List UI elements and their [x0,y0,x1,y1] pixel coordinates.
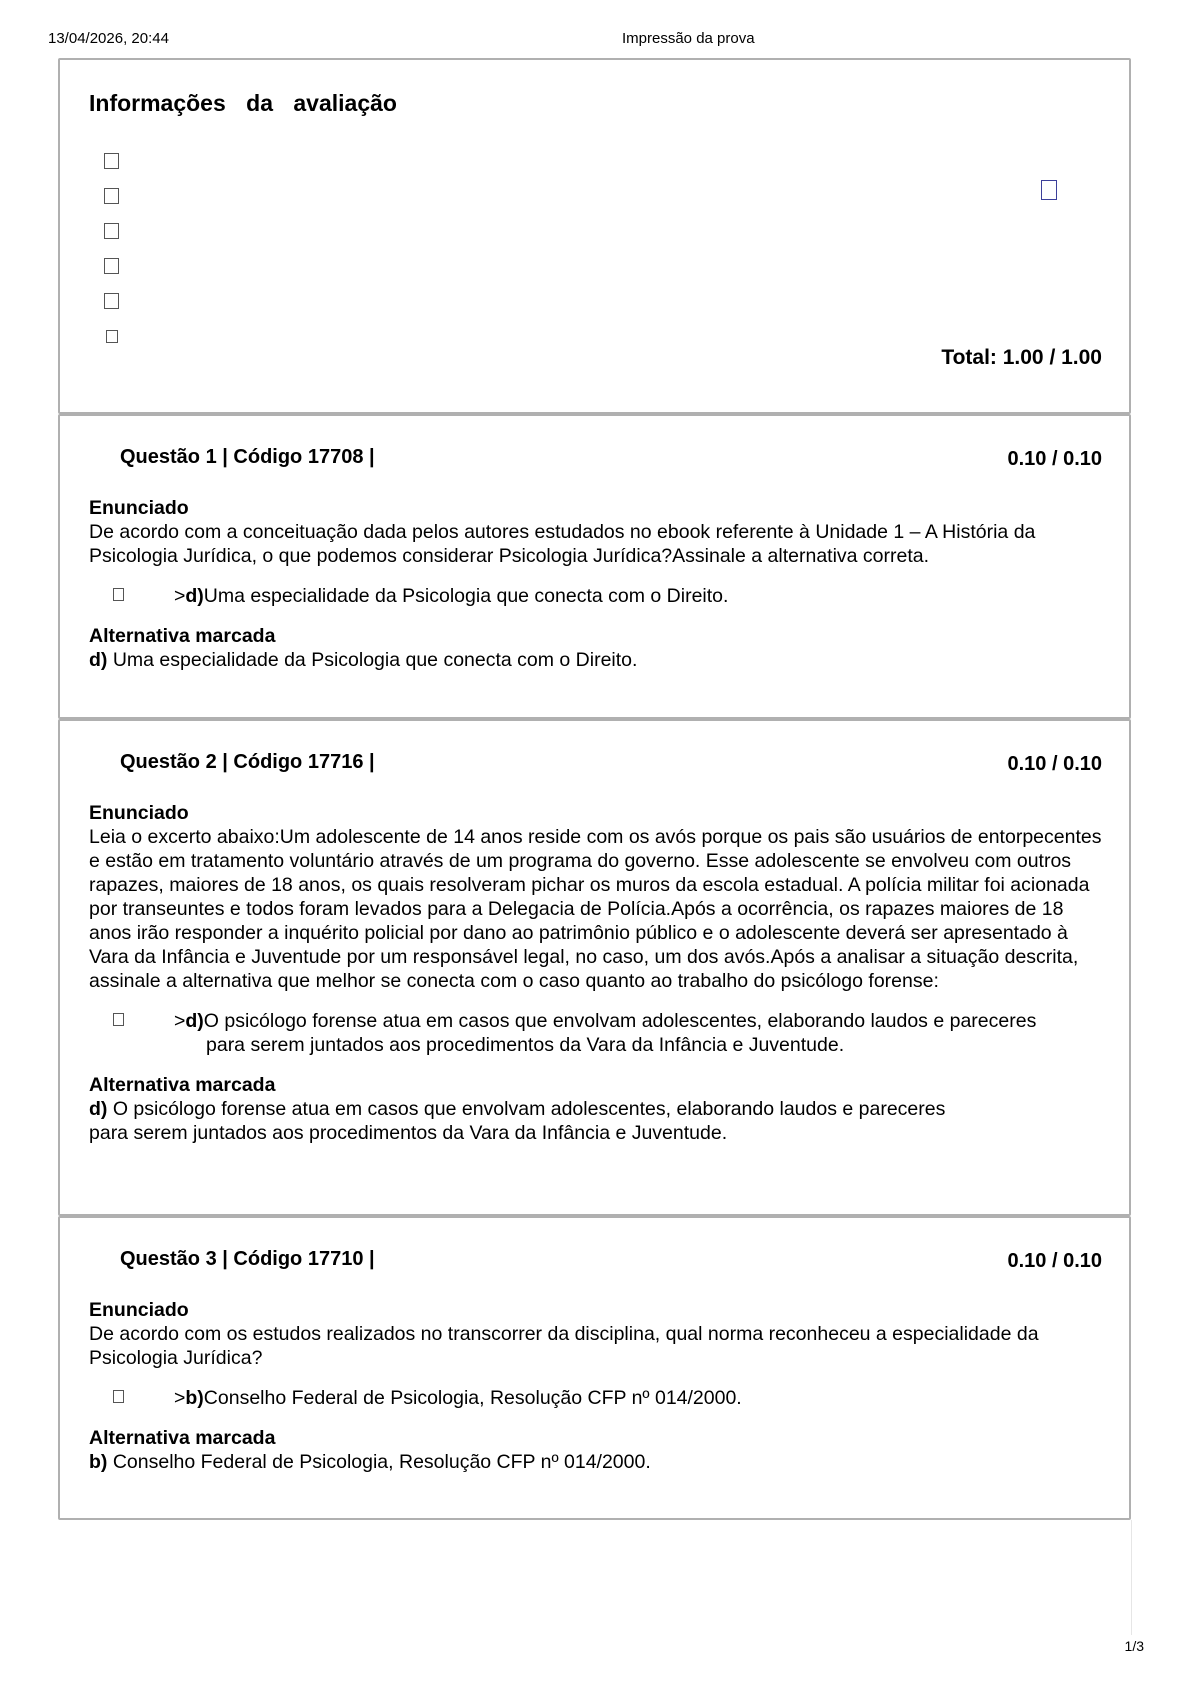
marked-label: Alternativa marcada [89,1427,276,1449]
print-datetime: 13/04/2026, 20:44 [48,30,169,47]
question-panel [58,414,1131,719]
option-prefix: > [174,585,186,607]
question-header: Questão 3 | Código 17710 | [120,1248,375,1270]
page-number: 1/3 [1124,1638,1144,1654]
marked-text: Uma especialidade da Psicologia que conecta com o Direito. [107,649,638,671]
question-body [89,496,1102,672]
placeholder-icon [104,258,119,274]
total-score: Total: 1.00 / 1.00 [941,346,1102,369]
option-letter: d) [185,585,204,607]
marked-letter: b) [89,1451,108,1473]
checkbox-icon [113,1013,124,1026]
marked-text-continued: para serem juntados aos procedimentos da Vara da Infância e Juventude. [89,1122,728,1144]
question-body [89,1298,1102,1474]
marked-label: Alternativa marcada [89,625,276,647]
enunciado-text: De acordo com os estudos realizados no transcorrer da disciplina, qual norma reconheceu a especialidade da Psicologia Jurídica? [89,1323,1039,1369]
question-panel [58,719,1131,1216]
option-prefix: > [174,1010,186,1032]
placeholder-icon [1041,180,1057,200]
marked-letter: d) [89,649,108,671]
question-score: 0.10 / 0.10 [1007,753,1102,775]
enunciado-label: Enunciado [89,1299,189,1321]
checkbox-icon [113,588,124,601]
placeholder-icon [104,188,119,204]
marked-letter: d) [89,1098,108,1120]
option-prefix: > [174,1387,186,1409]
enunciado-text: Leia o excerto abaixo:Um adolescente de 14 anos reside com os avós porque os pais são usuários de entorpecentes e estão em tratamento voluntário através de um programa do governo. Esse adolescente se envolveu com outros rapazes, maiores de 18 anos, os quais resolveram pichar os muros da escola estadual. A polícia militar foi acionada por transeuntes e todos foram levados para a Delegacia de Polícia.Após a ocorrência, os rapazes maiores de 18 anos irão responder a inquérito policial por dano ao patrimônio público e o adolescente deverá ser apresentado à Vara da Infância e Juventude por um responsável legal, no caso, um dos avós.Após a analisar a situação descrita, assinale a alternativa que melhor se conecta com o caso quanto ao trabalho do psicólogo forense: [89,826,1102,992]
option-text: Uma especialidade da Psicologia que conecta com o Direito. [203,585,729,607]
evaluation-info-panel [58,58,1131,414]
enunciado-label: Enunciado [89,802,189,824]
question-header: Questão 1 | Código 17708 | [120,446,375,468]
print-header [48,30,1144,50]
question-body [89,801,1102,1145]
marked-alternative [89,624,1102,672]
print-title: Impressão da prova [622,30,755,47]
info-title: Informações da avaliação [89,90,397,116]
marked-alternative [89,1073,1102,1145]
question-header: Questão 2 | Código 17716 | [120,751,375,773]
enunciado-text: De acordo com a conceituação dada pelos autores estudados no ebook referente à Unidade 1 – A História da Psicologia Jurídica, o que podemos considerar Psicologia Jurídica?Assinale a alternativa correta. [89,521,1036,567]
selected-option [89,1386,1102,1410]
marked-label: Alternativa marcada [89,1074,276,1096]
placeholder-icon [104,153,119,169]
option-text: Conselho Federal de Psicologia, Resolução CFP nº 014/2000. [203,1387,742,1409]
placeholder-icon [104,293,119,309]
option-text-continued: para serem juntados aos procedimentos da Vara da Infância e Juventude. [206,1034,845,1056]
marked-text: O psicólogo forense atua em casos que envolvam adolescentes, elaborando laudos e pareceres [107,1098,946,1120]
marked-text: Conselho Federal de Psicologia, Resolução CFP nº 014/2000. [107,1451,651,1473]
enunciado-label: Enunciado [89,497,189,519]
placeholder-icon [104,223,119,239]
divider [1131,1520,1132,1635]
question-score: 0.10 / 0.10 [1007,1250,1102,1272]
marked-alternative [89,1426,1102,1474]
question-score: 0.10 / 0.10 [1007,448,1102,470]
question-panel [58,1216,1131,1520]
option-letter: b) [185,1387,204,1409]
option-letter: d) [185,1010,204,1032]
selected-option [89,584,1102,608]
option-text: O psicólogo forense atua em casos que envolvam adolescentes, elaborando laudos e pareceres [203,1010,1037,1032]
placeholder-icon [106,330,118,343]
selected-option [89,1009,1102,1057]
checkbox-icon [113,1390,124,1403]
